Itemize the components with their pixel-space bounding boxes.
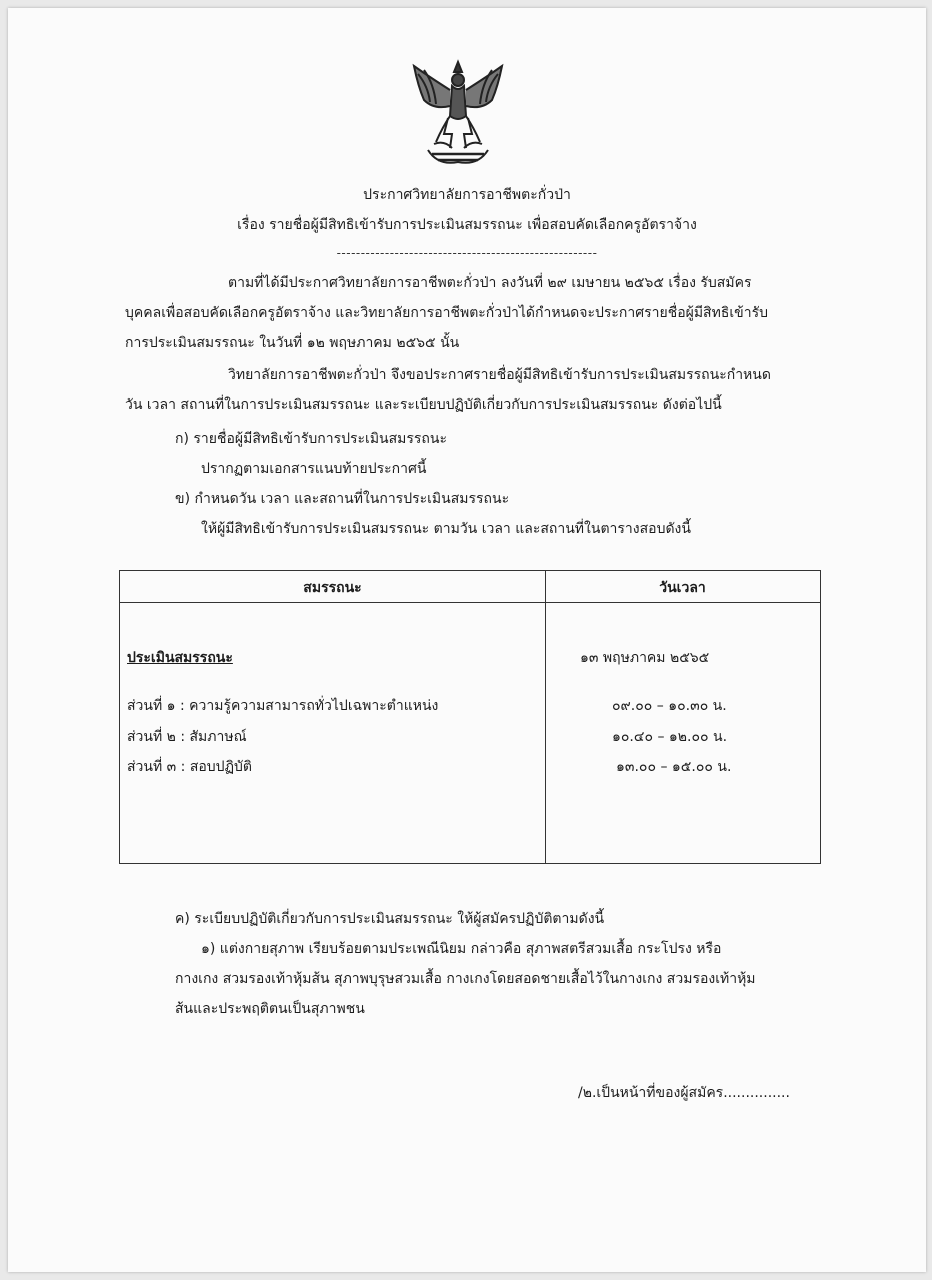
garuda-emblem-icon [408,56,508,168]
header-datetime: วันเวลา [659,580,706,596]
table-column-divider [545,571,546,863]
section-title: ประเมินสมรรถนะ [127,650,233,666]
exam-date: ๑๓ พฤษภาคม ๒๕๖๕ [580,650,710,666]
item-b-detail: ให้ผู้มีสิทธิเข้ารับการประเมินสมรรถนะ ตามวัน เวลา และสถานที่ในตารางสอบดังนี้ [201,521,691,537]
item-a-detail: ปรากฏตามเอกสารแนบท้ายประกาศนี้ [201,461,427,477]
page-continuation: /๒.เป็นหน้าที่ของผู้สมัคร............... [578,1085,790,1101]
rule-1-line-1: ๑) แต่งกายสุภาพ เรียบร้อยตามประเพณีนิยม กล่าวคือ สุภาพสตรีสวมเสื้อ กระโปรง หรือ [201,941,722,957]
intro-paragraph-1-line-2: บุคคลเพื่อสอบคัดเลือกครูอัตราจ้าง และวิทยาลัยการอาชีพตะกั่วป่าได้กำหนดจะประกาศรายชื่อผู้มีสิทธิเข้ารับ [125,305,768,321]
item-b-label: ข) กำหนดวัน เวลา และสถานที่ในการประเมินสมรรถนะ [175,491,510,507]
intro-paragraph-2-line-2: วัน เวลา สถานที่ในการประเมินสมรรถนะ และระเบียบปฏิบัติเกี่ยวกับการประเมินสมรรถนะ ดังต่อไปนี้ [125,397,722,413]
table-row-part-1: ส่วนที่ ๑ : ความรู้ความสามารถทั่วไปเฉพาะตำแหน่ง [127,698,439,714]
announcement-title: ประกาศวิทยาลัยการอาชีพตะกั่วป่า [363,187,571,203]
table-row-part-2: ส่วนที่ ๒ : สัมภาษณ์ [127,729,247,745]
intro-paragraph-1-line-1: ตามที่ได้มีประกาศวิทยาลัยการอาชีพตะกั่วป่า ลงวันที่ ๒๙ เมษายน ๒๕๖๕ เรื่อง รับสมัคร [228,275,752,291]
intro-paragraph-2-line-1: วิทยาลัยการอาชีพตะกั่วป่า จึงขอประกาศรายชื่อผู้มีสิทธิเข้ารับการประเมินสมรรถนะกำหนด [228,367,771,383]
header-competency: สมรรถนะ [303,580,362,596]
table-row-time-3: ๑๓.๐๐ – ๑๕.๐๐ น. [616,759,732,775]
item-c-label: ค) ระเบียบปฏิบัติเกี่ยวกับการประเมินสมรรถนะ ให้ผู้สมัครปฏิบัติตามดังนี้ [175,911,605,927]
document-page [8,8,926,1272]
rule-1-line-3: ส้นและประพฤติตนเป็นสุภาพชน [175,1001,365,1017]
intro-paragraph-1-line-3: การประเมินสมรรถนะ ในวันที่ ๑๒ พฤษภาคม ๒๕๖๕ นั้น [125,335,460,351]
table-row-time-2: ๑๐.๔๐ – ๑๒.๐๐ น. [612,729,728,745]
rule-1-line-2: กางเกง สวมรองเท้าหุ้มส้น สุภาพบุรุษสวมเสื้อ กางเกงโดยสอดชายเสื้อไว้ในกางเกง สวมรองเท้าหุ้ม [175,971,756,987]
table-row-part-3: ส่วนที่ ๓ : สอบปฏิบัติ [127,759,252,775]
schedule-table [119,570,821,864]
table-row-time-1: ๐๙.๐๐ – ๑๐.๓๐ น. [612,698,727,714]
announcement-subject: เรื่อง รายชื่อผู้มีสิทธิเข้ารับการประเมินสมรรถนะ เพื่อสอบคัดเลือกครูอัตราจ้าง [237,217,697,233]
item-a-label: ก) รายชื่อผู้มีสิทธิเข้ารับการประเมินสมรรถนะ [175,431,448,447]
title-divider: ------------------------------------------------------ [336,246,598,260]
table-header-divider [120,602,820,603]
